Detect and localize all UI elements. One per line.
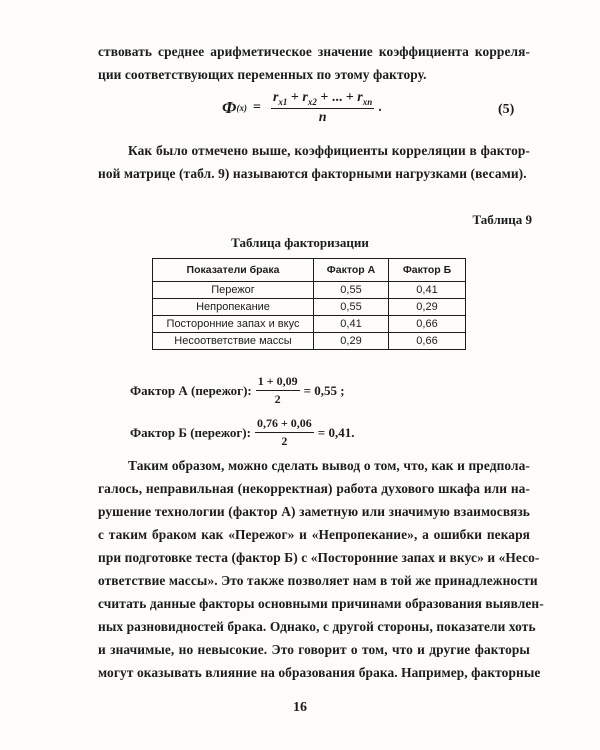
intro-line-2: ции соответствующих переменных по этому фактору. [98,67,427,82]
equation-number: (5) [498,102,515,117]
formula-lhs: Ф [222,98,237,117]
table-row [153,333,466,350]
page-number: 16 [293,700,307,715]
row-label: Пережог [153,282,314,299]
para2-line-7: считать данные факторы основными причинами образования выявлен- [98,596,544,611]
row-factor-a: 0,55 [314,282,389,299]
formula-lhs-sub: (x) [236,103,247,113]
para1-line-2: ной матрице (табл. 9) называются факторными нагрузками (весами). [98,166,527,181]
row-factor-b: 0,66 [389,316,466,333]
calc-b-result: = 0,41. [317,424,355,440]
para2-line-2: галось, неправильная (некорректная) работа духового шкафа или на- [98,481,530,496]
calc-factor-a [130,374,345,407]
para2-line-4: с таким браком как «Пережог» и «Непропекание», а ошибки пекаря [98,527,530,542]
row-factor-a: 0,55 [314,299,389,316]
calc-b-denominator: 2 [281,434,288,448]
intro-line-1: ствовать среднее арифметическое значение коэффициента корреля- [98,44,530,59]
factorization-table [152,258,466,350]
para2-line-10: могут оказывать влияние на образования брака. Например, факторные [98,665,541,680]
row-factor-b: 0,41 [389,282,466,299]
row-label: Непропекание [153,299,314,316]
formula-numerator: $r_{x1} + r_{x2}$ + ... + $r_{xn}$ [272,90,373,107]
calc-a-label: Фактор А (пережог): [130,382,252,398]
header-indicator: Показатели брака [153,259,314,282]
formula-fraction [271,90,374,126]
row-label: Посторонние запах и вкус [153,316,314,333]
header-factor-a: Фактор А [314,259,389,282]
row-label: Несоответствие массы [153,333,314,350]
table-label: Таблица 9 [472,212,532,227]
row-factor-b: 0,29 [389,299,466,316]
table-row [153,282,466,299]
para2-line-3: рушение технологии (фактор А) заметную или значимую взаимосвязь [98,504,530,519]
formula-equals: = [252,100,261,115]
para2-line-6: ответствие массы». Это также позволяет нам в той же принадлежности [98,573,538,588]
para2-line-9: и значимые, но невысокие. Это говорит о том, что и другие факторы [98,642,530,657]
table-title: Таблица факторизации [231,235,369,250]
calc-factor-b [130,416,354,449]
formula-trailing: . [378,100,382,115]
calc-b-fraction [255,416,314,449]
table-row [153,316,466,333]
calc-b-label: Фактор Б (пережог): [130,424,251,440]
calc-a-numerator: 1 + 0,09 [256,374,300,391]
para2-line-1: Таким образом, можно сделать вывод о том, что, как и предпола- [128,458,530,473]
para2-line-5: при подготовке теста (фактор Б) с «Посторонние запах и вкус» и «Несо- [98,550,540,565]
table-row [153,299,466,316]
calc-b-numerator: 0,76 + 0,06 [255,416,314,433]
table-header-row [153,259,466,282]
calc-a-result: = 0,55 ; [303,382,345,398]
header-factor-b: Фактор Б [389,259,466,282]
calc-a-fraction [256,374,300,407]
formula-5 [222,90,382,126]
row-factor-a: 0,29 [314,333,389,350]
formula-denominator: n [318,110,327,125]
calc-a-denominator: 2 [274,392,281,406]
para1-line-1: Как было отмечено выше, коэффициенты корреляции в фактор- [128,143,530,158]
row-factor-b: 0,66 [389,333,466,350]
row-factor-a: 0,41 [314,316,389,333]
para2-line-8: ных разновидностей брака. Однако, с другой стороны, показатели хоть [98,619,536,634]
